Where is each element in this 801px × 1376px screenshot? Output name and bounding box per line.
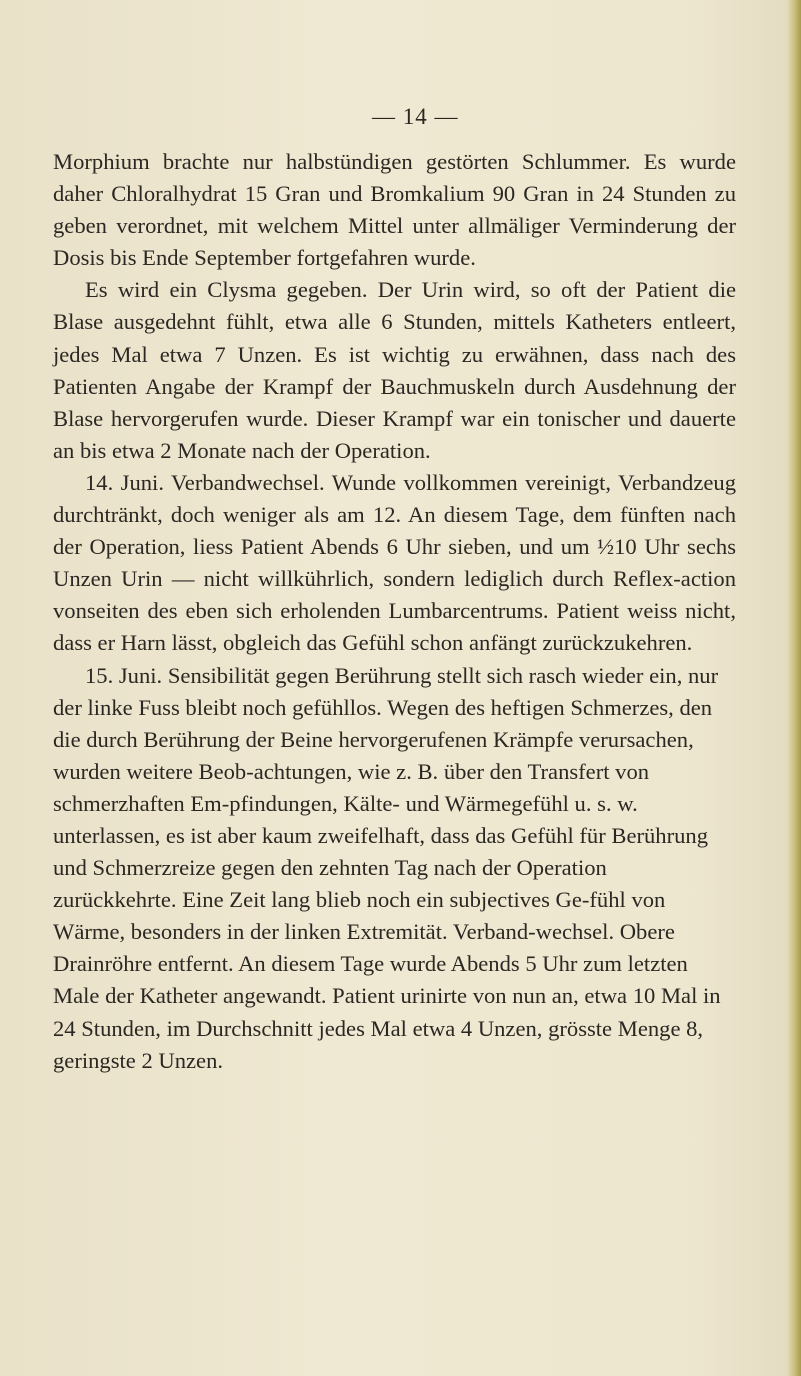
body-text [53,146,736,1077]
page-edge-shadow [787,0,801,1376]
paragraph-2: Es wird ein Clysma gegeben. Der Urin wird, so oft der Patient die Blase ausgedehnt fühlt, etwa alle 6 Stunden, mittels Katheters entleert, jedes Mal etwa 7 Unzen. Es ist wichtig zu erwähnen, dass nach des Patienten Angabe der Krampf der Bauchmuskeln durch Ausdehnung der Blase hervorgerufen wurde. Dieser Krampf war ein tonischer und dauerte an bis etwa 2 Monate nach der Operation. [53,277,736,463]
paragraph-4: 15. Juni. Sensibilität gegen Berührung stellt sich rasch wieder ein, nur der linke Fuss bleibt noch gefühllos. Wegen des heftigen Schmerzes, den die durch Berührung der Beine hervorgerufenen Krämpfe verursachen, wurden weitere Beob-achtungen, wie z. B. über den Transfert von schmerzhaften Em-pfindungen, Kälte- und Wärmegefühl u. s. w. unterlassen, es ist aber kaum zweifelhaft, dass das Gefühl für Berührung und Schmerzreize gegen den zehnten Tag nach der Operation zurückkehrte. Eine Zeit lang blieb noch ein subjectives Ge-fühl von Wärme, besonders in der linken Extremität. Verband-wechsel. Obere Drainröhre entfernt. An diesem Tage wurde Abends 5 Uhr zum letzten Male der Katheter angewandt. Patient urinirte von nun an, etwa 10 Mal in 24 Stunden, im Durchschnitt jedes Mal etwa 4 Unzen, grösste Menge 8, geringste 2 Unzen. [53,662,721,1073]
paragraph-3: 14. Juni. Verbandwechsel. Wunde vollkommen vereinigt, Verbandzeug durchtränkt, doch weniger als am 12. An diesem Tage, dem fünften nach der Operation, liess Patient Abends 6 Uhr sieben, und um ½10 Uhr sechs Unzen Urin — nicht willkührlich, sondern lediglich durch Reflex-action vonseiten des eben sich erholenden Lumbarcentrums. Patient weiss nicht, dass er Harn lässt, obgleich das Gefühl schon anfängt zurückzukehren. [53,469,736,656]
page-number-header: — 14 — [372,104,459,129]
paragraph-1: Morphium brachte nur halbstündigen gestörten Schlummer. Es wurde daher Chloralhydrat 15 Gran und Bromkalium 90 Gran in 24 Stunden zu geben verordnet, mit welchem Mittel unter allmäliger Verminderung der Dosis bis Ende September fortgefahren wurde. [53,149,736,271]
